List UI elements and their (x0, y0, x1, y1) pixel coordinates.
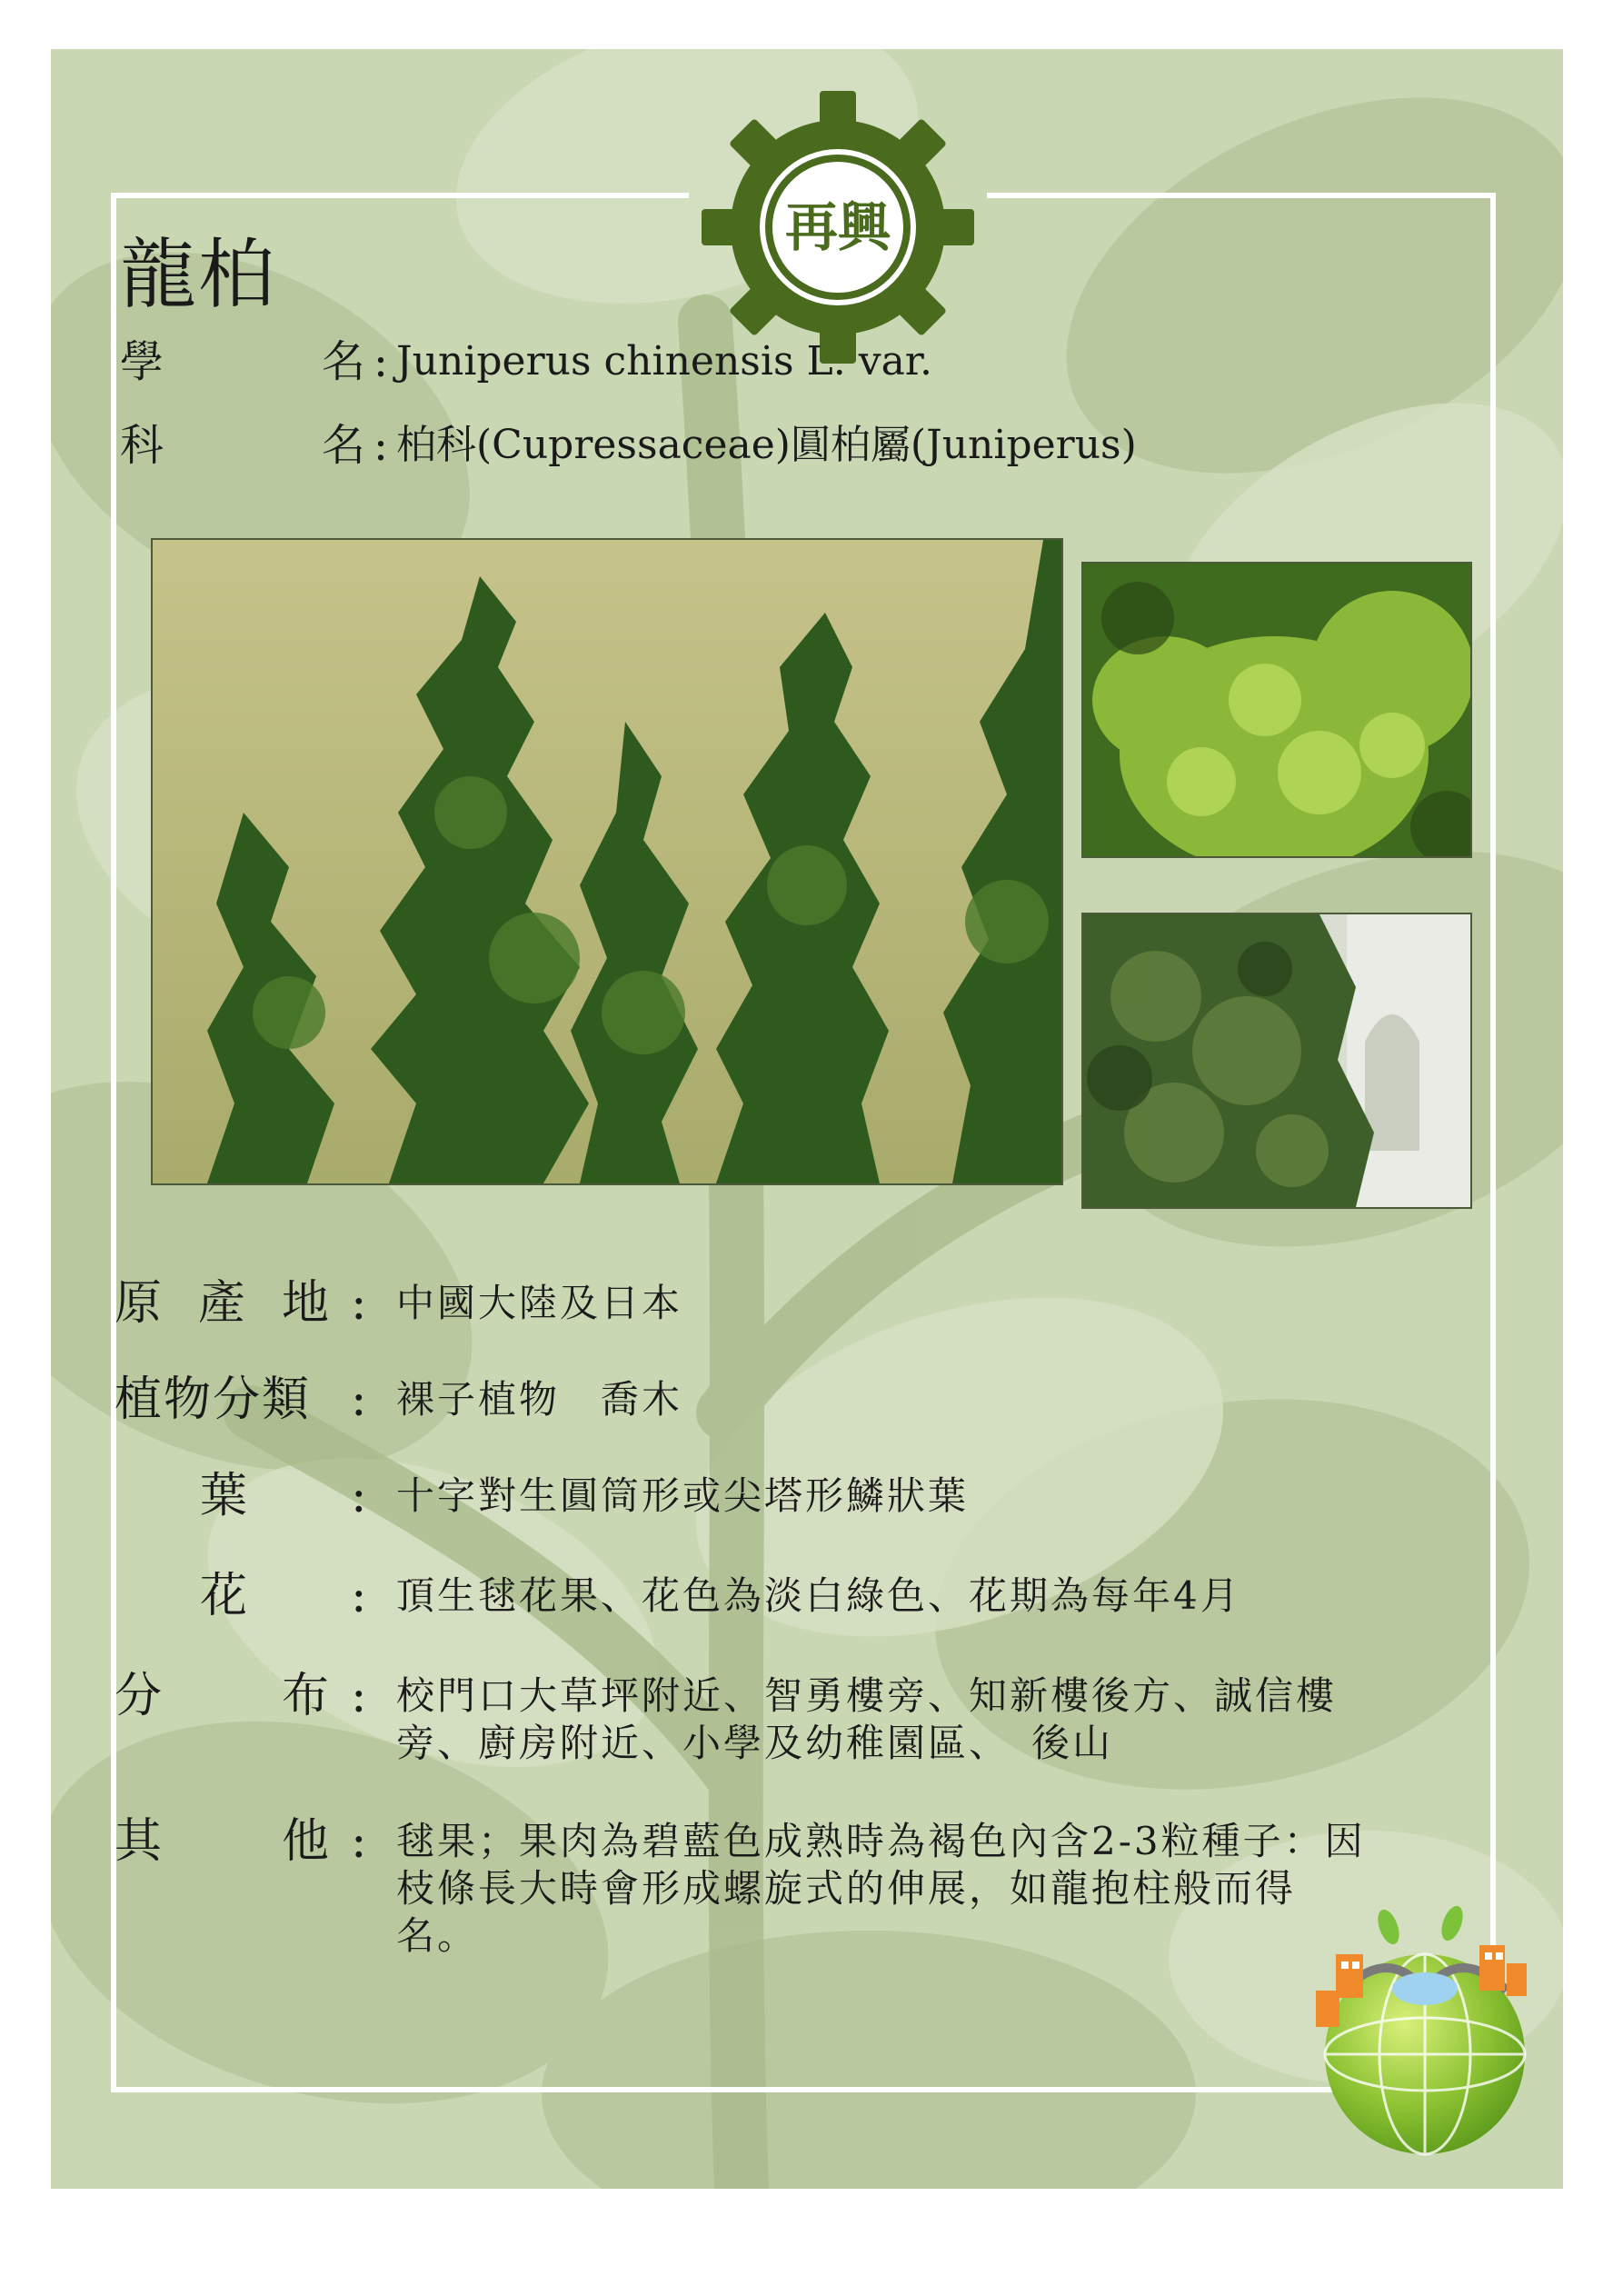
origin-row (115, 1276, 1505, 1331)
juniper-building-photo (1083, 914, 1470, 1207)
juniper-branches-photo (153, 540, 1061, 1183)
main-photo-juniper-branches (151, 538, 1063, 1185)
distribution-label-1: 分 (115, 1669, 163, 1723)
category-sep: : (351, 1373, 367, 1427)
flower-label: 花 (200, 1569, 248, 1623)
flower-value: 頂生毬花果、花色為淡白綠色、花期為每年4月 (396, 1573, 1241, 1618)
flower-row (115, 1569, 1505, 1623)
origin-sep: : (351, 1276, 367, 1331)
family-label-b: 名 (321, 420, 365, 471)
other-label-1: 其 (115, 1814, 163, 1869)
scientific-name-row (120, 336, 932, 387)
gear-logo-icon (692, 82, 983, 373)
family-label-a: 科 (120, 420, 164, 471)
leaf-value: 十字對生圓筒形或尖塔形鱗狀葉 (396, 1473, 970, 1518)
juniper-shrub-photo (1083, 564, 1470, 856)
other-value: 毬果；果肉為碧藍色成熟時為褐色內含2-3粒種子：因枝條長大時會形成螺旋式的伸展，如龍抱柱般而得名。 (396, 1819, 1366, 1958)
poster (51, 49, 1563, 2189)
distribution-value: 校門口大草坪附近、智勇樓旁、知新樓後方、誠信樓旁、廚房附近、小學及幼稚園區、 後山 (396, 1673, 1338, 1765)
logo-text: 再興 (784, 196, 891, 258)
origin-label-3: 地 (281, 1276, 329, 1331)
origin-label-2: 產 (197, 1276, 245, 1331)
leaf-label: 葉 (200, 1469, 248, 1523)
flower-sep: : (351, 1569, 367, 1623)
plant-name: 龍柏 (120, 230, 277, 319)
distribution-label-2: 布 (281, 1669, 329, 1723)
distribution-row (115, 1669, 1505, 1767)
photo-juniper-near-building (1081, 913, 1472, 1209)
scientific-label-a: 學 (120, 336, 164, 387)
family-sep: : (373, 420, 389, 471)
frame-top-right (987, 193, 1496, 198)
family-name-row (120, 420, 1137, 471)
leaf-sep: : (351, 1469, 367, 1523)
leaf-row (115, 1469, 1505, 1523)
distribution-sep: : (351, 1669, 367, 1723)
family-name-value: 柏科(Cupressaceae)圓柏屬(Juniperus) (396, 422, 1137, 468)
origin-value: 中國大陸及日本 (396, 1281, 683, 1325)
scientific-name-value: Juniperus chinensis L. var. (396, 338, 932, 384)
other-sep: : (351, 1814, 367, 1869)
category-label: 植物分類 (115, 1373, 312, 1427)
scientific-sep: : (373, 336, 389, 387)
frame-top-left (111, 193, 689, 198)
scientific-label-b: 名 (321, 336, 365, 387)
category-value: 裸子植物 喬木 (396, 1377, 683, 1422)
origin-label-1: 原 (115, 1276, 163, 1331)
category-row (115, 1373, 1505, 1427)
other-label-2: 他 (281, 1814, 329, 1869)
photo-juniper-shrub (1081, 562, 1472, 858)
green-globe-town-icon (1279, 1891, 1552, 2163)
